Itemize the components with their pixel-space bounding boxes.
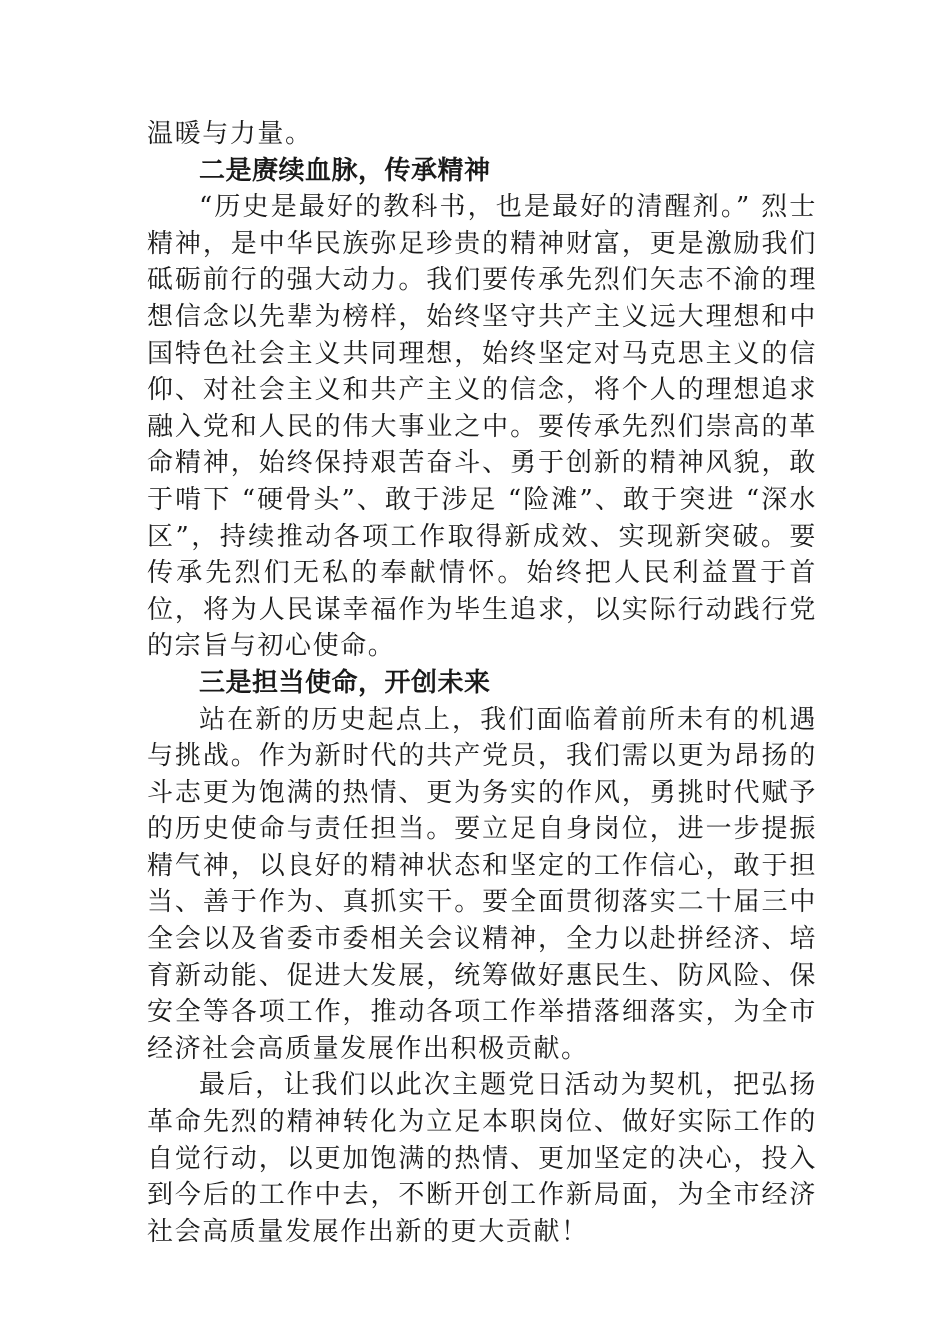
section-3-paragraph: 站在新的历史起点上，我们面临着前所未有的机遇与挑战。作为新时代的共产党员，我们需以更为昂扬的斗志更为饱满的热情、更为务实的作风，勇挑时代赋予的历史使命与责任担当。要立足自身岗位，进一步提振精气神，以良好的精神状态和坚定的工作信心，敢于担当、善于作为、真抓实干。要全面贯彻落实二十届三中全会以及省委市委相关会议精神，全力以赴拼经济、培育新动能、促进大发展，统筹做好惠民生、防风险、保安全等各项工作，推动各项工作举措落细落实，为全市经济社会高质量发展作出积极贡献。 (147, 704, 817, 1064)
closing-paragraph: 最后，让我们以此次主题党日活动为契机，把弘扬革命先烈的精神转化为立足本职岗位、做好实际工作的自觉行动，以更加饱满的热情、更加坚定的决心，投入到今后的工作中去，不断开创工作新局面，为全市经济社会高质量发展作出新的更大贡献！ (147, 1070, 817, 1247)
intro-tail-paragraph: 温暖与力量。 (147, 119, 313, 149)
section-2-heading: 二是赓续血脉，传承精神 (199, 155, 491, 186)
document-body (147, 116, 817, 1250)
section-3-heading: 三是担当使命，开创未来 (199, 667, 491, 698)
section-2-paragraph: “历史是最好的教科书，也是最好的清醒剂。” 烈士精神，是中华民族弥足珍贵的精神财富，更是激励我们砥砺前行的强大动力。我们要传承先烈们矢志不渝的理想信念以先辈为榜样，始终坚守共产主义远大理想和中国特色社会主义共同理想，始终坚定对马克思主义的信仰、对社会主义和共产主义的信念，将个人的理想追求融入党和人民的伟大事业之中。要传承先烈们崇高的革命精神，始终保持艰苦奋斗、勇于创新的精神风貌，敢于啃下 “硬骨头”、敢于涉足 “险滩”、敢于突进 “深水区”，持续推动各项工作取得新成效、实现新突破。要传承先烈们无私的奉献情怀。始终把人民利益置于首位，将为人民谋幸福作为毕生追求，以实际行动践行党的宗旨与初心使命。 (147, 192, 817, 662)
